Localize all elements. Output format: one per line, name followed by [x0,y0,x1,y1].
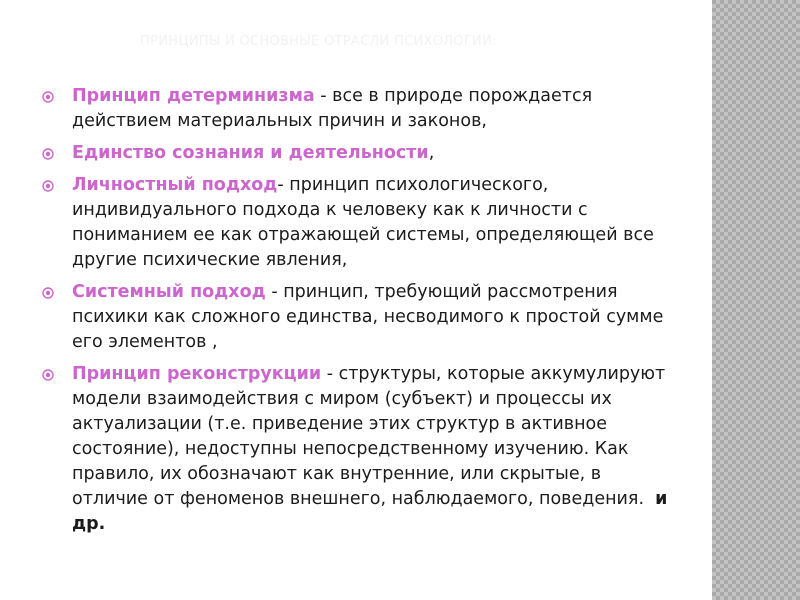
bullet-text: - принцип психологического, индивидуального подхода к человеку как к личности с пониманием ее как отражающей системы, определяющей все другие психические явления, [72,175,654,270]
circle-dot-icon [42,148,54,160]
bullet-term: Единство сознания и деятельности [72,143,429,163]
bullet-term: Личностный подход [72,175,278,195]
list-item [40,280,680,355]
bullet-text: , [428,143,435,163]
bullet-text: - все в природе порождается действием материальных причин и законов, [72,86,593,131]
circle-dot-icon [42,91,54,103]
bullet-term: Системный подход [72,282,266,302]
list-item [40,141,680,166]
list-item [40,84,680,134]
circle-dot-icon [42,369,54,381]
bullet-term: Принцип детерминизма [72,86,315,106]
side-decoration-pattern [712,0,800,600]
bullet-text: - принцип, требующий рассмотрения психики как сложного единства, несводимого к простой сумме его элементов , [72,282,664,352]
circle-dot-icon [42,180,54,192]
bullet-list [40,84,680,544]
list-item [40,362,680,537]
bullet-text: - структуры, которые аккумулируют модели взаимодействия с миром (субъект) и процессы их актуализации (т.е. приведение этих структур в активное состояние), недоступны непосредственному изучению. Как правило, их обозначают как внутренние, или скрытые, в отличие от феноменов внешнего, наблюдаемого, поведения. [72,364,666,509]
bullet-term: Принцип реконструкции [72,364,322,384]
slide-title: ПРИНЦИПЫ И ОСНОВНЫЕ ОТРАСЛИ ПСИХОЛОГИИ: [140,34,497,49]
bullet-end: и др. [72,489,668,534]
circle-dot-icon [42,287,54,299]
list-item [40,173,680,273]
